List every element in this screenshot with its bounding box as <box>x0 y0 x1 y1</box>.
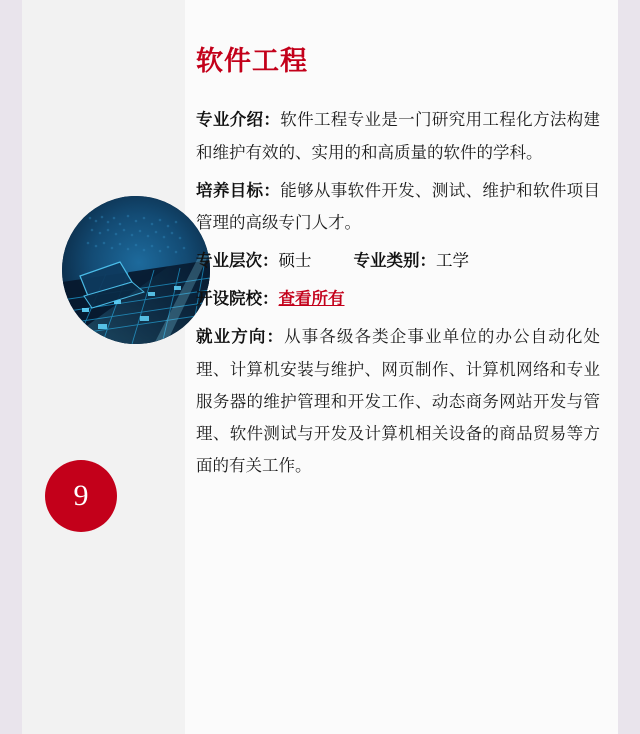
card-text-block <box>196 46 600 488</box>
field-intro-label: 专业介绍： <box>196 110 281 130</box>
field-level-category-row <box>196 245 600 277</box>
field-level-value: 硕士 <box>278 251 312 271</box>
field-intro <box>196 104 600 168</box>
view-all-schools-link[interactable]: 查看所有 <box>278 289 345 309</box>
field-career-label: 就业方向： <box>196 327 285 347</box>
field-category-value: 工学 <box>436 251 469 271</box>
field-career <box>196 321 600 482</box>
field-intro-value: 软件工程专业是一门研究用工程化方法构建和维护有效的、实用的和高质量的软件的学科。 <box>196 110 601 162</box>
field-level-label: 专业层次： <box>196 251 279 271</box>
page-title: 软件工程 <box>196 46 308 77</box>
field-schools-label: 开设院校： <box>196 289 279 309</box>
field-objective <box>196 175 600 239</box>
left-panel <box>22 0 185 734</box>
circuit-board-photo <box>62 196 210 344</box>
right-edge-strip <box>618 0 640 734</box>
field-schools-row <box>196 283 600 315</box>
field-objective-label: 培养目标： <box>196 180 281 200</box>
field-objective-value: 能够从事软件开发、测试、维护和软件项目管理的高级专门人才。 <box>196 180 601 232</box>
field-category-label: 专业类别： <box>353 251 436 271</box>
field-career-value: 从事各级各类企事业单位的办公自动化处理、计算机安装与维护、网页制作、计算机网络和专业服务器的维护管理和开发工作、动态商务网站开发与管理、软件测试与开发及计算机相关设备的商品贸易等方面的有关工作。 <box>196 327 601 476</box>
number-badge: 9 <box>45 460 117 532</box>
